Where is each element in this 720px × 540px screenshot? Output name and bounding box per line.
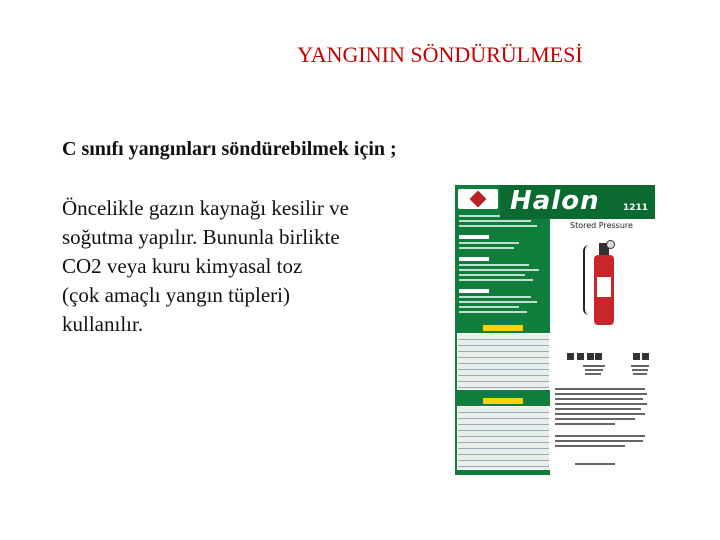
poster-text-line — [555, 418, 635, 420]
poster-text-line — [585, 369, 603, 371]
poster-green-panel — [455, 185, 550, 475]
poster-text-line — [631, 365, 649, 367]
poster-text-line — [459, 274, 525, 276]
poster-subtitle: Stored Pressure — [570, 221, 633, 230]
certification-icon — [587, 353, 594, 360]
poster-text-line — [632, 369, 648, 371]
body-line: soğutma yapılır. Bununla birlikte — [62, 225, 340, 249]
poster-text-line — [459, 220, 531, 222]
poster-text-line — [459, 301, 537, 303]
certification-icon — [577, 353, 584, 360]
poster-table-header — [483, 325, 523, 331]
poster-text-line — [575, 463, 615, 465]
body-text — [62, 194, 422, 339]
poster-text-line — [555, 413, 645, 415]
poster-heading — [459, 235, 489, 239]
slide-title: YANGININ SÖNDÜRÜLMESİ — [297, 42, 583, 67]
poster-heading — [459, 289, 489, 293]
poster-spec-table — [457, 406, 550, 470]
poster-text-line — [459, 225, 537, 227]
body-line: Öncelikle gazın kaynağı kesilir ve — [62, 196, 349, 220]
poster-text-line — [585, 373, 601, 375]
amerex-logo — [458, 189, 498, 209]
certification-icon — [595, 353, 602, 360]
poster-text-line — [459, 264, 529, 266]
poster-text-line — [583, 365, 605, 367]
poster-heading — [459, 257, 489, 261]
fire-extinguisher-icon — [592, 235, 616, 325]
poster-text-line — [555, 388, 645, 390]
poster-text-line — [459, 279, 533, 281]
poster-text-line — [459, 296, 531, 298]
poster-brand: Halon — [510, 186, 600, 216]
poster-text-line — [459, 306, 519, 308]
certification-icon — [642, 353, 649, 360]
poster-text-line — [633, 373, 647, 375]
body-line: CO2 veya kuru kimyasal toz — [62, 254, 303, 278]
poster-text-line — [459, 242, 519, 244]
poster-text-line — [459, 269, 539, 271]
poster-spec-table — [457, 333, 550, 390]
poster-text-line — [459, 247, 514, 249]
poster-text-line — [555, 408, 641, 410]
poster-text-line — [459, 311, 527, 313]
slide-subtitle: C sınıfı yangınları söndürebilmek için ; — [62, 138, 397, 160]
poster-brand-number: 1211 — [623, 203, 649, 213]
poster-table-header — [483, 398, 523, 404]
poster-text-line — [555, 393, 647, 395]
poster-text-line — [555, 423, 615, 425]
halon-poster-image — [455, 185, 655, 475]
poster-text-line — [555, 435, 645, 437]
poster-text-line — [555, 398, 643, 400]
certification-icon — [567, 353, 574, 360]
body-line: kullanılır. — [62, 312, 144, 336]
poster-text-line — [555, 440, 643, 442]
body-line: (çok amaçlı yangın tüpleri) — [62, 283, 290, 307]
poster-text-line — [555, 403, 647, 405]
certification-icon — [633, 353, 640, 360]
poster-text-line — [555, 445, 625, 447]
